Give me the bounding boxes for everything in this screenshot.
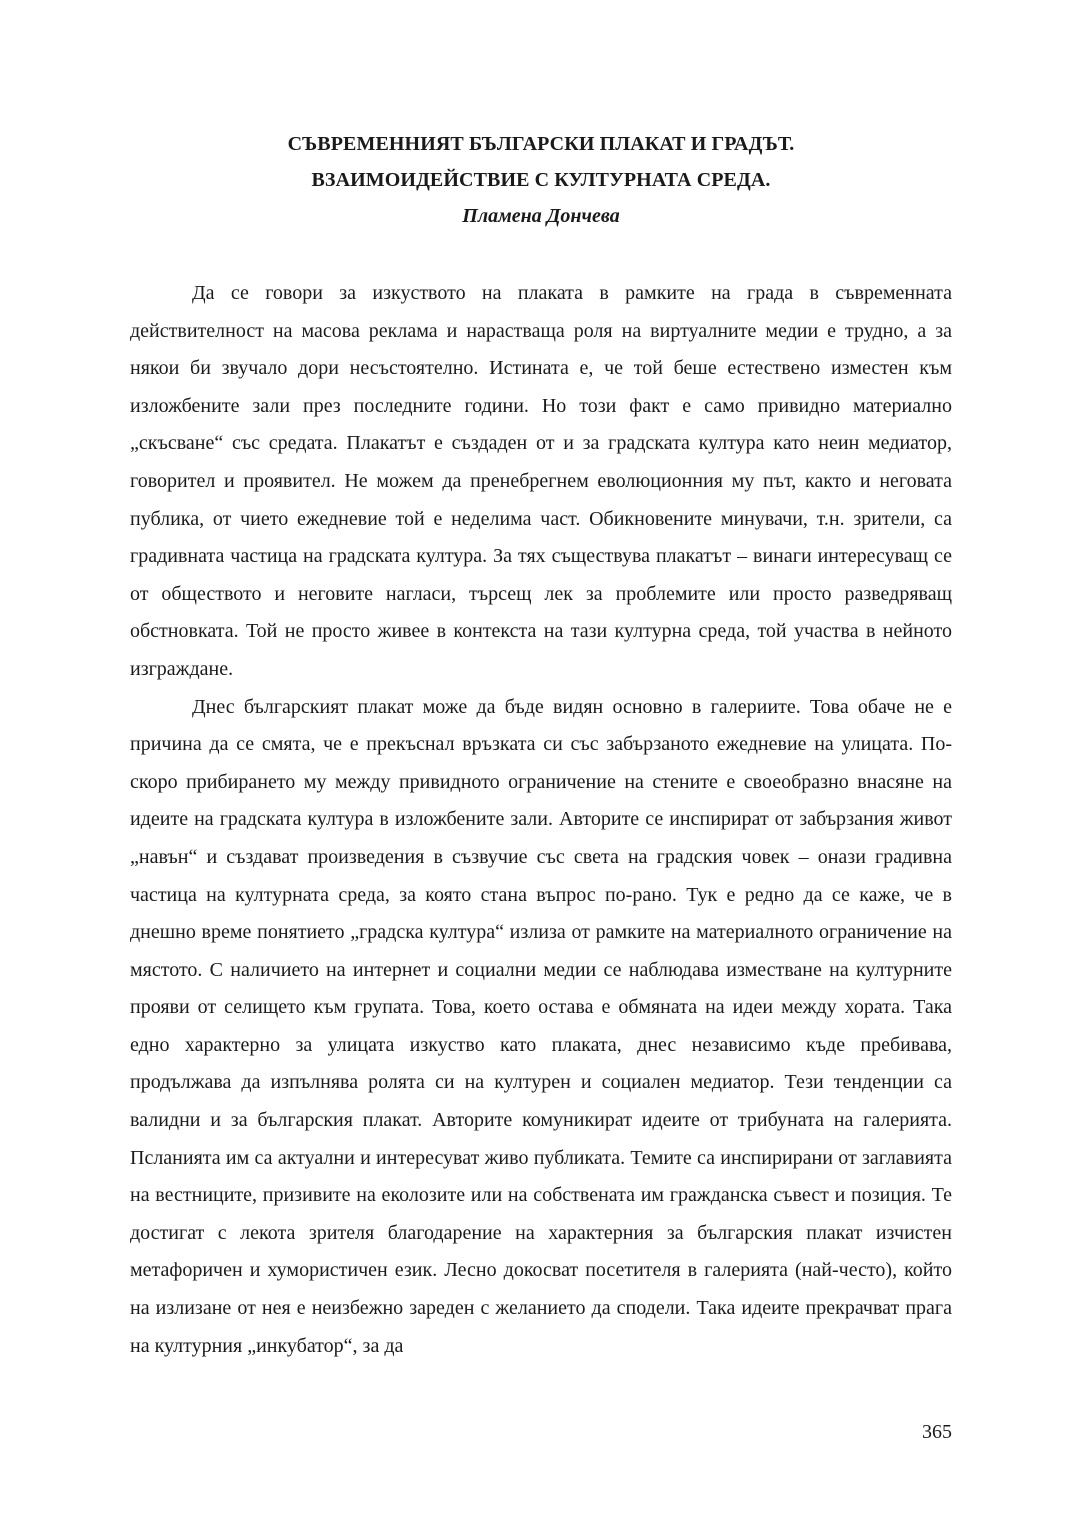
title-line-1: СЪВРЕМЕННИЯТ БЪЛГАРСКИ ПЛАКАТ И ГРАДЪТ. — [287, 133, 795, 155]
title-block — [130, 126, 952, 234]
paragraph-2: Днес българският плакат може да бъде видян основно в галериите. Това обаче не е причина да се смята, че е прекъснал връзката си със забързаното ежедневие на улицата. По-скоро прибирането му между привидното ограничение на стените е своеобразно внасяне на идеите на градската култура в изложбените зали. Авторите се инспирират от забързания живот „навън“ и създават произведения в съзвучие със света на градския човек – онази градивна частица на културната среда, за която стана въпрос по-рано. Тук е редно да се каже, че в днешно време понятието „градска култура“ излиза от рамките на материалното ограничение на мястото. С наличието на интернет и социални медии се наблюдава изместване на културните прояви от селището към групата. Това, което остава е обмяната на идеи между хората. Така едно характерно за улицата изкуство като плаката, днес независимо къде пребивава, продължава да изпълнява ролята си на културен и социален медиатор. Тези тенденции са валидни и за българския плакат. Авторите комуникират идеите от трибуната на галерията. Псланията им са актуални и интересуват живо публиката. Темите са инспирирани от заглавията на вестниците, призивите на еколозите или на собствената им гражданска съвест и позиция. Те достигат с лекота зрителя благодарение на характерния за българския плакат изчистен метафоричен и хумористичен език. Лесно докосват посетителя в галерията (най-често), който на излизане от нея е неизбежно зареден с желанието да сподели. Така идеите прекрачват прага на културния „инкубатор“, за да — [130, 695, 952, 1357]
author-name: Пламена Дончева — [462, 205, 620, 227]
paragraph-1: Да се говори за изкуството на плаката в рамките на града в съвременната действителност на масова реклама и нарастваща роля на виртуалните медии е трудно, а за някои би звучало дори несъстоятелно. Истината е, че той беше естествено изместен към изложбените зали през последните години. Но този факт е само привидно материално „скъсване“ със средата. Плакатът е създаден от и за градската култура като неин медиатор, говорител и проявител. Не можем да пренебрегнем еволюционния му път, както и неговата публика, от чието ежедневие той е неделима част. Обикновените минувачи, т.н. зрители, са градивната частица на градската култура. За тях съществува плакатът – винаги интересуващ се от обществото и неговите нагласи, търсещ лек за проблемите или просто разведряващ обстновката. Той не просто живее в контекста на тази културна среда, той участва в нейното изграждане. — [130, 282, 952, 680]
title-line-2: ВЗАИМОИДЕЙСТВИЕ С КУЛТУРНАТА СРЕДА. — [311, 169, 771, 191]
page-number: 365 — [922, 1421, 952, 1443]
body-text — [130, 275, 952, 1365]
